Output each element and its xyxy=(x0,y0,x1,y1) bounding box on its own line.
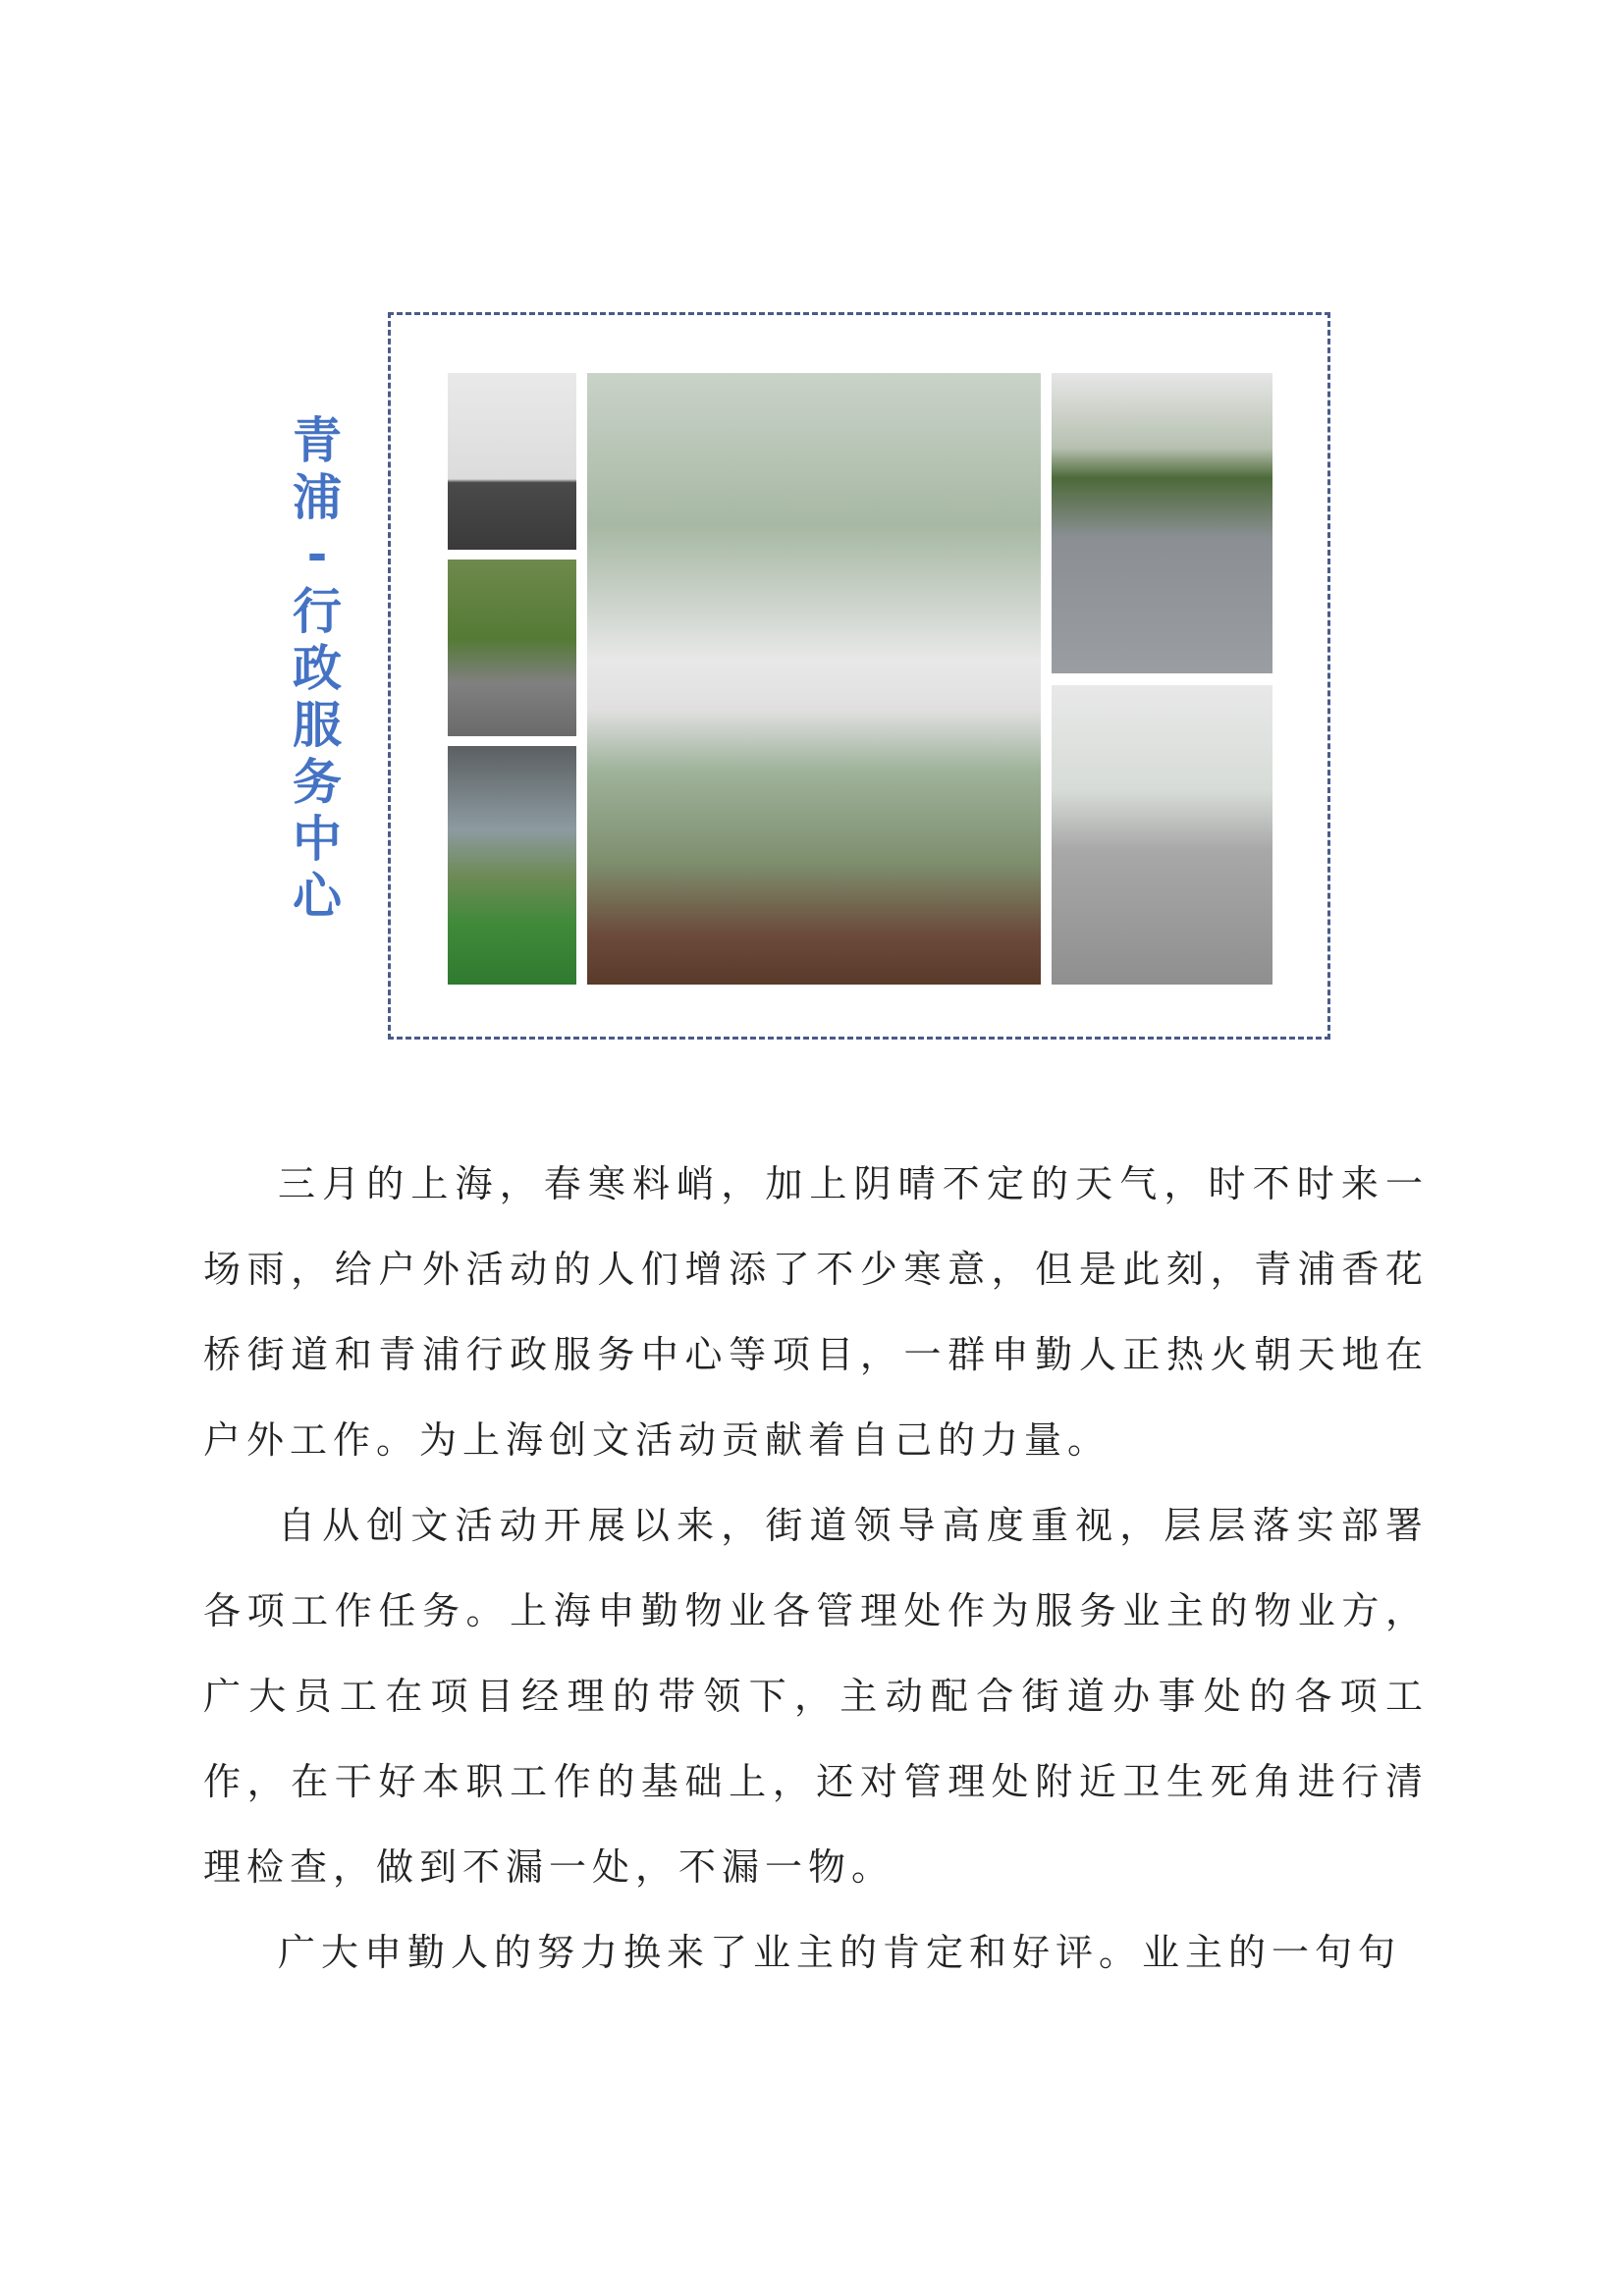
paragraph: 自从创文活动开展以来，街道领导高度重视，层层落实部署各项工作任务。上海申勤物业各管理处作为服务业主的物业方，广大员工在项目经理的带领下，主动配合街道办事处的各项工作，在干好本职工作的基础上，还对管理处附近卫生死角进行清理检查，做到不漏一处，不漏一物。 xyxy=(203,1504,1429,1889)
cleaning-lawn-photo xyxy=(448,746,576,985)
cleaning-wall-photo xyxy=(448,373,576,550)
title-char: 青 xyxy=(293,412,342,469)
paragraph: 三月的上海，春寒料峭，加上阴晴不定的天气，时不时来一场雨，给户外活动的人们增添了不少寒意，但是此刻，青浦香花桥街道和青浦行政服务中心等项目，一群申勤人正热火朝天地在户外工作。为上海创文活动贡献着自己的力量。 xyxy=(203,1162,1429,1462)
title-char: 心 xyxy=(293,868,342,925)
cleaning-parking-lot-photo xyxy=(1052,373,1272,673)
title-char: 政 xyxy=(293,640,342,697)
article-body xyxy=(203,1142,1429,1996)
section-title-vertical xyxy=(283,412,352,925)
title-char: 务 xyxy=(293,754,342,811)
title-char: 浦 xyxy=(293,469,342,526)
cleaning-window-photo xyxy=(587,373,1041,985)
title-char: 服 xyxy=(293,697,342,754)
paragraph: 广大申勤人的努力换来了业主的肯定和好评。业主的一句句 xyxy=(278,1931,1402,1974)
title-char: 中 xyxy=(293,811,342,868)
cleaning-shrubs-photo xyxy=(448,560,576,736)
title-char: - xyxy=(306,526,328,583)
cleaning-street-photo xyxy=(1052,685,1272,985)
title-char: 行 xyxy=(293,583,342,640)
